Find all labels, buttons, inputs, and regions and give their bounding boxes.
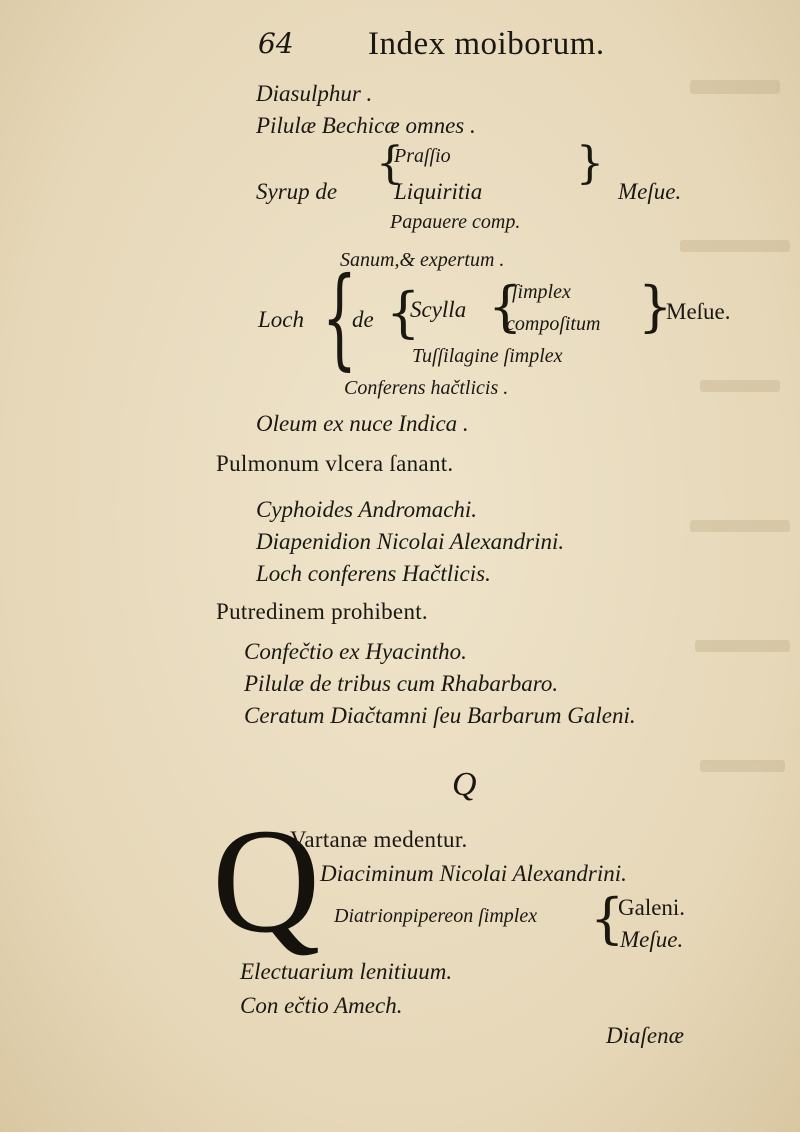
diatrion-author-2: Meſue. (620, 927, 684, 952)
loch-scylla: Scylla (410, 297, 467, 322)
pulmonum-item-2: Diapenidion Nicolai Alexandrini. (256, 529, 565, 554)
pulmonum-item-1: Cyphoides Andromachi. (256, 497, 478, 522)
line-oleum: Oleum ex nuce Indica . (256, 411, 469, 436)
scylla-item-2: compoſitum (506, 313, 601, 335)
drop-cap: Q (212, 798, 321, 964)
syrup-brace-left: { (376, 138, 404, 189)
line-pilulae: Pilulæ Bechicæ omnes . (256, 113, 476, 138)
loch-last: Conferens hačtlicis . (344, 377, 509, 399)
page-number: 64 (258, 27, 294, 60)
q-item-2: Electuarium lenitiuum. (240, 959, 453, 984)
heading-quartanae: Vartanæ medentur. (290, 827, 468, 852)
syrup-brace-right: } (576, 138, 604, 189)
syrup-item-1: Praſſio (394, 145, 451, 167)
page-title: Index moiborum. (368, 26, 605, 62)
loch-author: Meſue. (666, 299, 731, 324)
syrup-lead: Syrup de (256, 179, 338, 204)
loch-inner-brace: { (386, 281, 421, 344)
syrup-item-2: Liquiritia (394, 179, 483, 204)
loch-tussilago: Tuſſilagine ſimplex (412, 345, 563, 367)
diatrion-brace: { (590, 887, 625, 950)
loch-first: Sanum,& expertum . (340, 249, 505, 271)
loch-outer-brace: { (322, 253, 357, 381)
scylla-brace-right: } (638, 275, 673, 338)
diatrion-author-1: Galeni. (618, 895, 686, 920)
scylla-item-1: ſimplex (512, 281, 571, 303)
q-diatrion: Diatrionpipereon ſimplex (334, 905, 538, 927)
loch-lead: Loch (258, 307, 304, 332)
syrup-item-3: Papauere comp. (390, 211, 521, 233)
line-diasulphur: Diasulphur . (256, 81, 373, 106)
pulmonum-item-3: Loch conferens Hačtlicis. (256, 561, 491, 586)
heading-pulmonum: Pulmonum vlcera ſanant. (216, 451, 454, 476)
putredinem-item-1: Confečtio ex Hyacintho. (244, 639, 467, 664)
q-item-1: Diaciminum Nicolai Alexandrini. (320, 861, 627, 886)
letter-heading: Q (452, 766, 477, 803)
syrup-author: Meſue. (618, 179, 682, 204)
catchword: Diaſenæ (606, 1023, 684, 1048)
putredinem-item-3: Ceratum Diačtamni ſeu Barbarum Galeni. (244, 703, 636, 728)
scylla-brace: { (488, 275, 523, 338)
putredinem-item-2: Pilulæ de tribus cum Rhabarbaro. (244, 671, 559, 696)
heading-putredinem: Putredinem prohibent. (216, 599, 428, 624)
loch-de: de (352, 307, 374, 332)
q-item-3: Con ečtio Amech. (240, 993, 403, 1018)
